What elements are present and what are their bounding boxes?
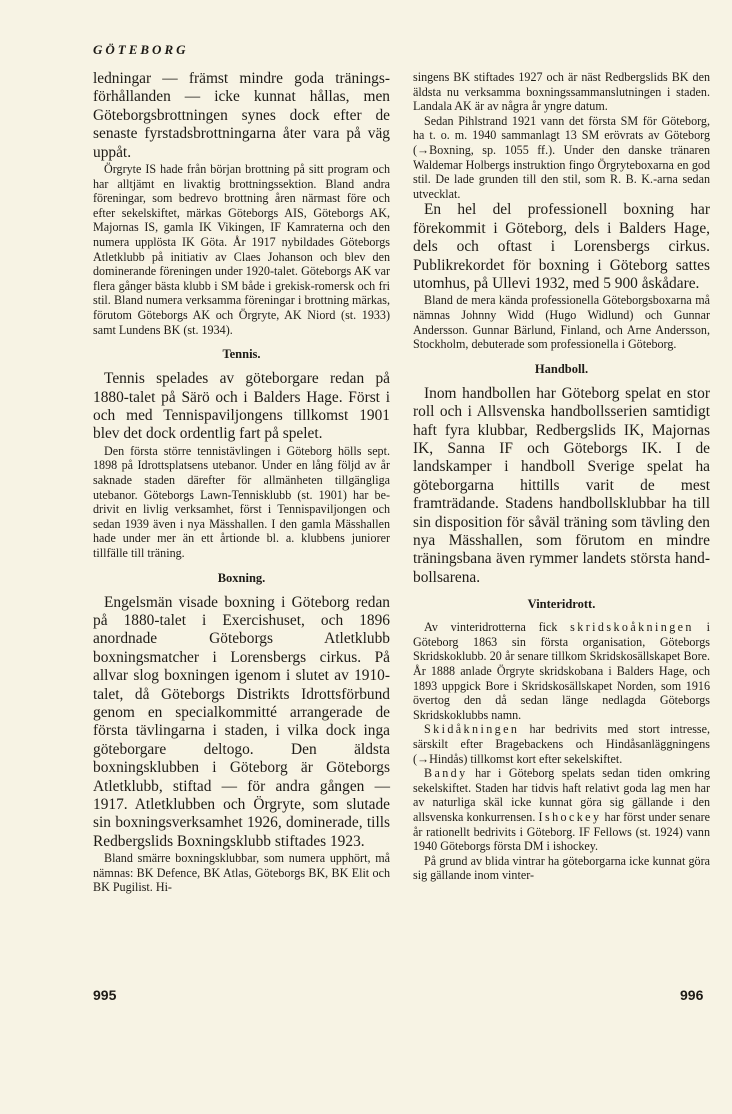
heading-vinteridrott: Vinteridrott. xyxy=(527,597,596,612)
paragraph-tennis-details: Den första större tennistävlingen i Göteborg hölls sept. 1898 på Idrottsplatsens utebanor. Under en lång följd av år saknade staden därefter för allmänheten tillgängliga utebanor. Göteborgs Lawn-Tennisklubb (st. 1901) har bedrivit en livlig verksamhet, först i Tennispaviljongen och sedan 1939 även i nya Mässhallen. I den gamla Mässhallen hade under mer än ett årtionde bl. a. klubbens juniorer tillfälle till träning. xyxy=(93,443,390,560)
paragraph-skating: Av vinteridrotterna fick skridskoåkningen i Göteborg 1863 sin första organisation, Göteborgs Skridskoklubb. 20 år senare tillkom Skridskosällskapet Bore. År 1888 anlade Örgryte skridskobana i Balders Hage, och 1893 uppgick Bore i Skridskosällskapet Norden, som 1916 övertog den då sedan länge nedlagda Göteborgs Skridskoklubbs namn. xyxy=(413,620,710,722)
paragraph-boxing-sm: Sedan Pihlstrand 1921 vann det första SM för Göteborg, ha t. o. m. 1940 sammanlagt 13 SM erövrats av Göteborg (→Boxning, sp. 1055 ff.). Under den danske tränaren Waldemar Holbergs instruktion fingo Örgryteboxarna en god stil. De lade grunden till den stil, som R. B. K.-arna sedan utvecklat. xyxy=(413,113,710,201)
paragraph-bandy-ishockey: Bandy har i Göteborg spelats sedan tiden omkring sekelskiftet. Staden har tidvis haft relativt goda lag men har av naturliga skäl icke kunnat göra sig gällande i den allsvenska konkurrensen. Ishockey har först under senare år rationellt bedrivits i Göteborg. IF Fellows (st. 1924) vann 1940 Göteborgs första DM i ishockey. xyxy=(413,766,711,854)
paragraph-tennis-intro: Tennis spelades av göteborgare redan på 1880-talet på Särö och i Balders Hage. Först i och med Tennispaviljongens tillkomst 1901 blev det dock ordentlig fart på spelet. xyxy=(93,370,390,443)
heading-handboll: Handboll. xyxy=(534,361,589,376)
paragraph-boxing-continued: singens BK stiftades 1927 och är näst Redbergslids BK den äldsta nu verksamma boxningssammanslutningen i staden. Landala AK är av några år yngre datum. xyxy=(413,70,710,114)
page-number-right: 996 xyxy=(680,987,704,1003)
paragraph-professional-boxers: Bland de mera kända professionella Göteborgsboxarna må nämnas Johnny Widd (Hugo Widlund) och Gunnar Andersson. Gunnar Bärlund, Finland, och Arne Andersson, Stockholm, debuterade som professionella i Göteborg. xyxy=(413,293,710,352)
page-number-left: 995 xyxy=(93,987,117,1003)
paragraph-boxing-intro: Engelsmän visade boxning i Göteborg redan på 1880-talet i Exercishuset, och 1896 anordnade Göteborgs Atletklubb boxningsmatcher i Lorensbergs cirkus. På allvar slog boxningen igenom i slutet av 1910-talet, då Göteborgs Distrikts Idrottsförbund genom en specialkommitté arrangerade de första tävlingarna i staden, i vilka dock inga göteborgare deltogo. Den äldsta boxningsklubben i Göteborg är Göteborgs Atletklubb, stiftad — för andra gången — 1917. Atletklubben och Örgryte, som slutade sin boxningsverksamhet 1926, dominerade, tills Redbergslids Boxningsklubb stiftades 1923. xyxy=(93,593,390,850)
paragraph-wrestling-clubs: Örgryte IS hade från början brottning på sitt program och har alltjämt en livaktig brottningssektion. Bland andra föreningar, som bedrevo brottning åren närmast före och efter sekelskiftet, märkas Göteborgs AIS, Göteborgs AK, Majornas IS, gamla IK Vikingen, IF Kamraterna och den numera upplösta IK Göta. År 1917 nybildades Göteborgs Atletklubb på initiativ av Claes Johanson och blev den dominerande föreningen under 1920-talet. Göteborgs AK var flera gånger bästa klubb i SM både i grekisk-romersk och fri stil. Bland numera verksamma föreningar i brottning märkas, förutom Göteborgs AK och Örgryte, AK Niord (st. 1933) samt Lundens BK (st. 1934). xyxy=(93,162,390,337)
running-head: GÖTEBORG xyxy=(93,42,189,57)
paragraph-professional-boxing: En hel del professionell boxning har förekommit i Göteborg, dels i Balders Hage, dels och oftast i Lorensbergs cirkus. Publikrekordet för boxning i Göteborg sattes utomhus, på Ullevi 1932, med 5 900 åskådare. xyxy=(413,201,710,292)
heading-boxning: Boxning. xyxy=(217,570,266,585)
right-column xyxy=(413,70,710,883)
paragraph-skiing: Skidåkningen har bedrivits med stort intresse, särskilt efter Bragebackens och Hindåsanläggningens (→Hindås) tillkomst kort efter sekelskiftet. xyxy=(413,722,710,766)
left-column xyxy=(93,70,390,895)
paragraph-winter-climate: På grund av blida vintrar ha göteborgarna icke kunnat göra sig gällande inom vinter- xyxy=(413,853,710,883)
paragraph-handball: Inom handbollen har Göteborg spelat en stor roll och i Allsvenska handbollsserien samtidigt haft fyra klubbar, Redbergslids IK, Majornas IK, Sanna IF och Göteborgs IK. I de landskamper i handboll Sverige spelat ha göteborgarna hittills varit de mest framträdande. Stadens handbollsklubbar ha till sin disposition för såväl träning som tävling den nya Mässhallen, som förutom en mindre träningsbana även rymmer landets största handbollsarena. xyxy=(413,384,710,586)
paragraph-wrestling-intro: ledningar — främst mindre goda träningsförhållanden — icke kunnat hållas, men Göteborgsbrottningen synes dock efter de senaste fyrstadsbrottningarna åter vara på väg uppåt. xyxy=(93,70,390,161)
paragraph-boxing-clubs: Bland smärre boxningsklubbar, som numera upphört, må nämnas: BK Defence, BK Atlas, Göteborgs BK, BK Elit och BK Pugilist. Hi- xyxy=(93,851,390,895)
heading-tennis: Tennis. xyxy=(222,347,261,362)
